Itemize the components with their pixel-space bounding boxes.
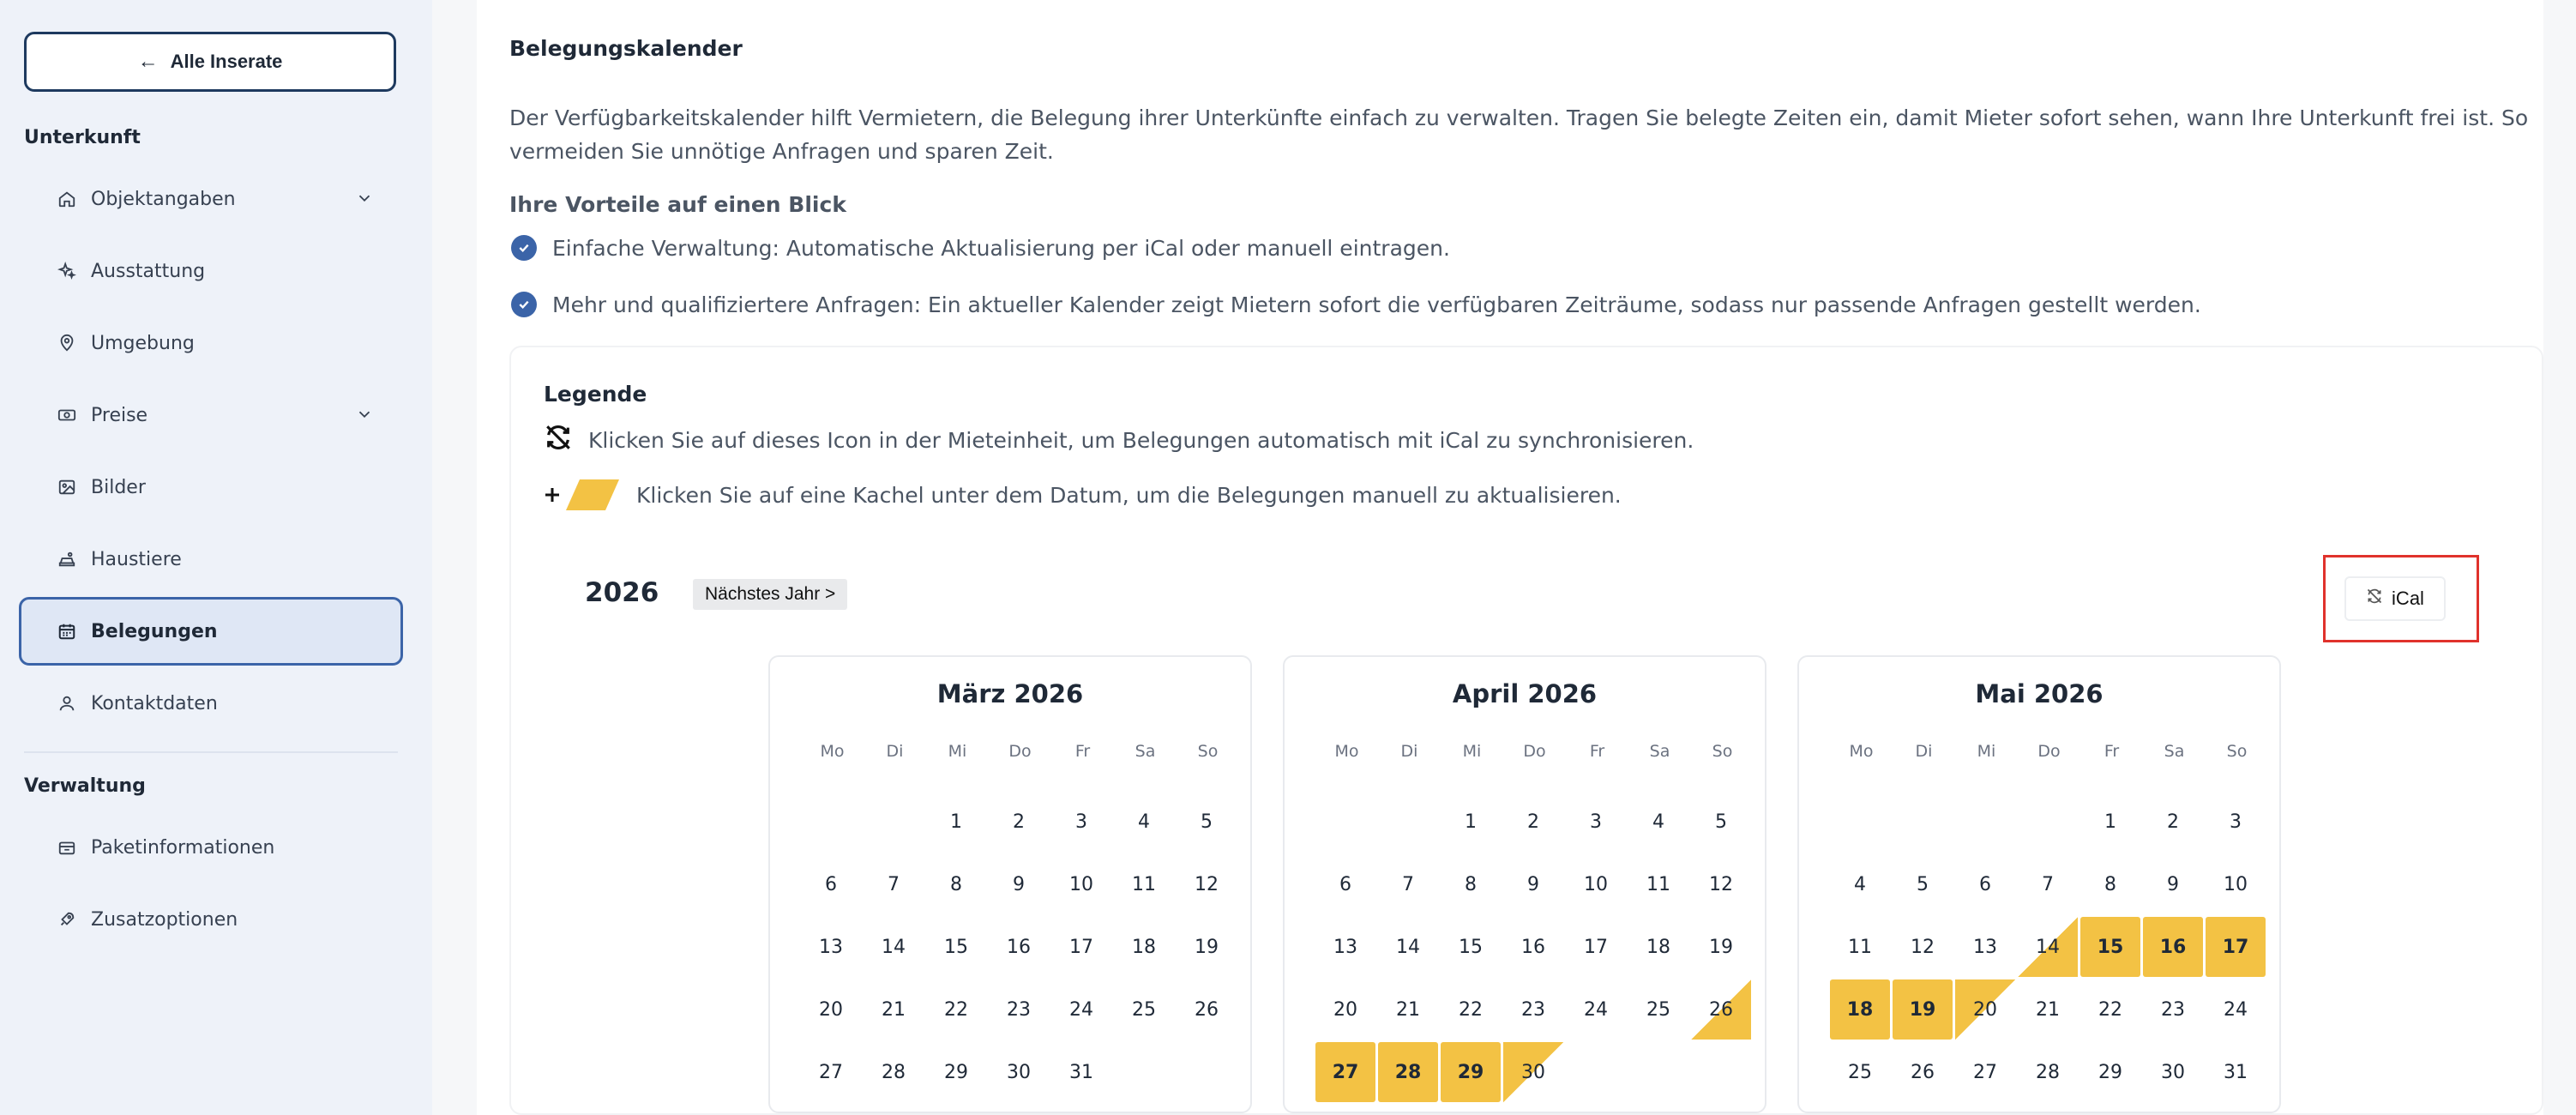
weekday-header: Fr	[1074, 742, 1091, 761]
legend-sync-row	[544, 423, 1694, 457]
legend-manual-row	[544, 478, 1622, 512]
day-cell[interactable]	[1691, 979, 1751, 1040]
day-number: 31	[2224, 1061, 2248, 1083]
sync-off-icon	[2366, 588, 2383, 610]
sparkles-icon	[57, 261, 77, 281]
empty-cell	[2018, 792, 2080, 854]
sidebar-item-bilder[interactable]	[57, 470, 374, 504]
day-cell[interactable]	[2143, 917, 2203, 977]
map-pin-icon	[57, 333, 77, 353]
day-cell[interactable]	[1691, 917, 1751, 977]
pet-icon	[57, 549, 77, 570]
package-icon	[57, 837, 77, 858]
month-grid	[1830, 729, 2268, 1105]
day-number: 5	[1917, 873, 1929, 895]
day-cell[interactable]	[864, 854, 924, 914]
sidebar-item-label: Objektangaben	[91, 188, 236, 210]
weekday-header: Di	[1400, 742, 1418, 761]
day-number: 22	[1459, 998, 1483, 1021]
day-cell[interactable]	[1691, 792, 1751, 852]
sidebar-divider	[24, 751, 398, 753]
day-number: 21	[882, 998, 906, 1021]
day-cell[interactable]	[926, 917, 986, 977]
day-number: 14	[1396, 936, 1420, 958]
rocket-icon	[57, 909, 77, 930]
day-cell[interactable]	[2206, 1042, 2266, 1102]
day-cell[interactable]	[1441, 917, 1501, 977]
day-cell[interactable]	[1177, 917, 1237, 977]
day-number: 17	[2222, 936, 2249, 958]
day-number: 20	[819, 998, 843, 1021]
legend-title: Legende	[544, 382, 647, 407]
sidebar-item-label: Umgebung	[91, 332, 195, 354]
sidebar-item-label: Belegungen	[91, 620, 218, 642]
user-icon	[57, 693, 77, 714]
day-cell[interactable]	[1051, 792, 1111, 852]
day-number: 3	[1590, 811, 1602, 833]
day-cell[interactable]	[1628, 792, 1688, 852]
day-number: 26	[1709, 998, 1733, 1021]
sidebar-item-label: Paketinformationen	[91, 836, 275, 859]
sidebar-item-umgebung[interactable]	[57, 326, 374, 360]
empty-cell	[1315, 792, 1378, 854]
day-number: 30	[1007, 1061, 1031, 1083]
day-cell[interactable]	[1177, 854, 1237, 914]
day-number: 17	[1584, 936, 1608, 958]
sidebar-item-label: Ausstattung	[91, 260, 206, 282]
day-cell[interactable]	[1830, 854, 1890, 914]
day-cell[interactable]	[1051, 1042, 1111, 1102]
day-number: 28	[1394, 1061, 1422, 1083]
day-number: 8	[2104, 873, 2116, 895]
day-cell[interactable]	[1315, 917, 1375, 977]
day-cell[interactable]	[1893, 854, 1953, 914]
day-number: 19	[1709, 936, 1733, 958]
benefit-item	[511, 235, 1450, 261]
day-number: 16	[2159, 936, 2187, 958]
day-number: 4	[1854, 873, 1866, 895]
day-number: 13	[1973, 936, 1997, 958]
day-cell[interactable]	[1441, 792, 1501, 852]
day-cell[interactable]	[1114, 854, 1174, 914]
day-cell[interactable]	[2143, 979, 2203, 1040]
day-cell[interactable]	[2143, 792, 2203, 852]
day-cell[interactable]	[1378, 979, 1438, 1040]
day-cell[interactable]	[2018, 917, 2078, 977]
day-cell[interactable]	[989, 1042, 1049, 1102]
day-number: 25	[1646, 998, 1670, 1021]
benefit-text: Mehr und qualifiziertere Anfragen: Ein aktueller Kalender zeigt Mietern sofort die verfügbaren Zeiträume, sodass nur passende Anfragen gestellt werden.	[552, 292, 2201, 317]
day-cell[interactable]	[801, 917, 861, 977]
day-cell[interactable]	[2018, 854, 2078, 914]
day-number: 6	[1979, 873, 1991, 895]
arrow-left-icon: ←	[137, 50, 159, 73]
month-calendar	[1797, 655, 2281, 1113]
weekday-header: So	[2226, 742, 2248, 761]
day-cell[interactable]	[2143, 854, 2203, 914]
day-number: 11	[1646, 873, 1670, 895]
day-number: 11	[1848, 936, 1872, 958]
day-cell[interactable]	[989, 792, 1049, 852]
day-number: 10	[2224, 873, 2248, 895]
ical-sync-button[interactable]	[2344, 576, 2446, 621]
day-number: 3	[1075, 811, 1087, 833]
day-cell[interactable]	[1830, 917, 1890, 977]
chevron-down-icon[interactable]	[355, 189, 374, 213]
weekday-header: Do	[1523, 742, 1546, 761]
weekday-header: Sa	[1649, 742, 1670, 761]
day-number: 7	[1402, 873, 1414, 895]
day-number: 29	[1457, 1061, 1484, 1083]
intro-text: Der Verfügbarkeitskalender hilft Vermietern, die Belegung ihrer Unterkünfte einfach zu verwalten. Tragen Sie belegte Zeiten ein, damit Mieter sofort sehen, wann Ihre Unterkunft frei ist. So vermeiden Sie unnötige Anfragen und sparen Zeit.	[509, 105, 2529, 164]
day-cell[interactable]	[1114, 917, 1174, 977]
day-cell[interactable]	[2206, 792, 2266, 852]
day-cell[interactable]	[1955, 917, 2015, 977]
benefits-title: Ihre Vorteile auf einen Blick	[509, 192, 846, 217]
weekday-header: Sa	[2164, 742, 2185, 761]
weekday-header: So	[1197, 742, 1219, 761]
day-cell[interactable]	[1503, 854, 1563, 914]
empty-cell	[1830, 792, 1893, 854]
day-cell[interactable]	[864, 979, 924, 1040]
day-number: 21	[2036, 998, 2060, 1021]
sidebar-item-paketinformationen[interactable]	[57, 830, 374, 865]
day-cell[interactable]	[2206, 854, 2266, 914]
day-number: 28	[2036, 1061, 2060, 1083]
day-number: 23	[1007, 998, 1031, 1021]
day-number: 10	[1069, 873, 1093, 895]
day-number: 2	[2167, 811, 2179, 833]
sidebar-item-objektangaben[interactable]	[57, 182, 374, 216]
month-grid	[1315, 729, 1754, 1105]
day-number: 27	[819, 1061, 843, 1083]
day-number: 30	[2161, 1061, 2185, 1083]
day-cell[interactable]	[1315, 854, 1375, 914]
day-number: 13	[1333, 936, 1357, 958]
day-cell[interactable]	[1830, 979, 1890, 1040]
day-number: 15	[2097, 936, 2124, 958]
day-cell[interactable]	[1114, 979, 1174, 1040]
day-cell[interactable]	[1503, 1042, 1563, 1102]
day-number: 19	[1195, 936, 1219, 958]
day-number: 15	[1459, 936, 1483, 958]
day-cell[interactable]	[1893, 1042, 1953, 1102]
sidebar-item-label: Kontaktdaten	[91, 692, 218, 714]
sidebar-item-belegungen[interactable]	[19, 597, 403, 666]
day-number: 29	[944, 1061, 968, 1083]
day-number: 25	[1132, 998, 1156, 1021]
day-cell[interactable]	[1503, 979, 1563, 1040]
day-cell[interactable]	[926, 854, 986, 914]
day-cell[interactable]	[1830, 1042, 1890, 1102]
weekday-header: Mi	[1977, 742, 1996, 761]
weekday-header: Sa	[1135, 742, 1156, 761]
page-title: Belegungskalender	[509, 36, 743, 61]
check-circle-icon	[511, 235, 537, 261]
day-number: 12	[1195, 873, 1219, 895]
day-cell[interactable]	[801, 854, 861, 914]
sidebar-item-ausstattung[interactable]	[57, 254, 374, 288]
day-number: 15	[944, 936, 968, 958]
day-cell[interactable]	[989, 979, 1049, 1040]
day-cell[interactable]	[1315, 979, 1375, 1040]
sidebar	[0, 0, 432, 1115]
day-cell[interactable]	[1177, 979, 1237, 1040]
day-cell[interactable]	[926, 979, 986, 1040]
ical-label: iCal	[2392, 588, 2424, 609]
day-number: 22	[2098, 998, 2122, 1021]
money-icon	[57, 405, 77, 425]
sidebar-item-label: Zusatzoptionen	[91, 908, 238, 931]
day-number: 11	[1132, 873, 1156, 895]
day-number: 7	[888, 873, 900, 895]
check-circle-icon	[511, 292, 537, 317]
day-cell[interactable]	[1051, 854, 1111, 914]
sidebar-item-haustiere[interactable]	[57, 542, 374, 576]
day-number: 8	[1465, 873, 1477, 895]
weekday-header: Do	[1008, 742, 1032, 761]
day-cell[interactable]	[1566, 979, 1626, 1040]
day-number: 2	[1013, 811, 1025, 833]
weekday-header: Mi	[1462, 742, 1482, 761]
day-number: 26	[1911, 1061, 1935, 1083]
day-number: 2	[1527, 811, 1539, 833]
weekday-header: Fr	[2104, 742, 2120, 761]
day-number: 9	[1527, 873, 1539, 895]
month-title: März 2026	[936, 679, 1084, 708]
day-cell[interactable]	[1441, 1042, 1501, 1102]
day-number: 14	[882, 936, 906, 958]
day-cell[interactable]	[1691, 854, 1751, 914]
month-calendar	[768, 655, 1252, 1113]
day-cell[interactable]	[1955, 1042, 2015, 1102]
empty-cell	[1955, 792, 2018, 854]
legend-manual-text: Klicken Sie auf eine Kachel unter dem Datum, um die Belegungen manuell zu aktualisieren.	[636, 482, 1622, 508]
image-icon	[57, 477, 77, 497]
day-number: 12	[1911, 936, 1935, 958]
weekday-header: Fr	[1589, 742, 1605, 761]
day-cell[interactable]	[1566, 792, 1626, 852]
day-number: 22	[944, 998, 968, 1021]
day-cell[interactable]	[1893, 917, 1953, 977]
day-number: 18	[1646, 936, 1670, 958]
day-number: 20	[1973, 998, 1997, 1021]
day-cell[interactable]	[926, 1042, 986, 1102]
day-number: 27	[1332, 1061, 1359, 1083]
day-cell[interactable]	[1378, 917, 1438, 977]
day-cell[interactable]	[1503, 917, 1563, 977]
calendar-card	[509, 346, 2543, 1115]
day-cell[interactable]	[1051, 979, 1111, 1040]
day-number: 23	[1521, 998, 1545, 1021]
day-number: 5	[1715, 811, 1727, 833]
day-cell[interactable]	[1893, 979, 1953, 1040]
day-number: 6	[825, 873, 837, 895]
main-panel	[477, 0, 2543, 1115]
day-cell[interactable]	[864, 917, 924, 977]
day-cell[interactable]	[801, 979, 861, 1040]
sidebar-item-label: Bilder	[91, 476, 146, 498]
day-number: 18	[1846, 998, 1874, 1021]
day-cell[interactable]	[864, 1042, 924, 1102]
day-cell[interactable]	[1503, 792, 1563, 852]
calendar-icon	[57, 621, 77, 642]
day-number: 13	[819, 936, 843, 958]
day-cell[interactable]	[1441, 979, 1501, 1040]
month-grid	[801, 729, 1239, 1105]
month-title: Mai 2026	[1975, 679, 2104, 708]
day-number: 4	[1652, 811, 1664, 833]
day-number: 10	[1584, 873, 1608, 895]
day-number: 14	[2036, 936, 2060, 958]
day-number: 19	[1909, 998, 1936, 1021]
empty-cell	[801, 792, 864, 854]
chevron-down-icon[interactable]	[355, 405, 374, 429]
home-icon	[57, 189, 77, 209]
day-cell[interactable]	[2080, 1042, 2140, 1102]
day-cell[interactable]	[1051, 917, 1111, 977]
empty-cell	[1893, 792, 1955, 854]
day-number: 1	[950, 811, 962, 833]
day-cell[interactable]	[2018, 979, 2078, 1040]
day-cell[interactable]	[2206, 979, 2266, 1040]
benefit-item	[511, 292, 2201, 317]
benefit-text: Einfache Verwaltung: Automatische Aktualisierung per iCal oder manuell eintragen.	[552, 235, 1450, 261]
sidebar-item-preise[interactable]	[57, 398, 374, 432]
day-cell[interactable]	[2206, 917, 2266, 977]
day-cell[interactable]	[1441, 854, 1501, 914]
back-button-label: Alle Inserate	[170, 51, 283, 72]
sidebar-item-zusatzoptionen[interactable]	[57, 902, 374, 937]
day-number: 24	[1069, 998, 1093, 1021]
day-cell[interactable]	[926, 792, 986, 852]
weekday-header: Do	[2037, 742, 2061, 761]
day-number: 1	[1465, 811, 1477, 833]
day-cell[interactable]	[2080, 792, 2140, 852]
day-cell[interactable]	[989, 854, 1049, 914]
day-number: 24	[2224, 998, 2248, 1021]
day-cell[interactable]	[1628, 979, 1688, 1040]
day-number: 7	[2042, 873, 2054, 895]
day-number: 4	[1138, 811, 1150, 833]
day-cell[interactable]	[1315, 1042, 1375, 1102]
day-cell[interactable]	[1378, 854, 1438, 914]
day-cell[interactable]	[989, 917, 1049, 977]
day-number: 5	[1201, 811, 1213, 833]
sidebar-item-label: Haustiere	[91, 548, 182, 570]
day-number: 3	[2230, 811, 2242, 833]
day-cell[interactable]	[1378, 1042, 1438, 1102]
day-number: 27	[1973, 1061, 1997, 1083]
year-label: 2026	[585, 577, 659, 608]
next-year-button[interactable]: Nächstes Jahr >	[693, 579, 847, 610]
plus-tile-icon	[544, 478, 621, 512]
day-number: 8	[950, 873, 962, 895]
day-number: 21	[1396, 998, 1420, 1021]
day-number: 18	[1132, 936, 1156, 958]
month-title: April 2026	[1452, 679, 1598, 708]
weekday-header: Mi	[948, 742, 967, 761]
day-number: 23	[2161, 998, 2185, 1021]
weekday-header: So	[1712, 742, 1733, 761]
day-cell[interactable]	[2080, 979, 2140, 1040]
day-number: 20	[1333, 998, 1357, 1021]
weekday-header: Mo	[1334, 742, 1359, 761]
day-cell[interactable]	[1628, 854, 1688, 914]
day-cell[interactable]	[1566, 854, 1626, 914]
day-number: 9	[2167, 873, 2179, 895]
legend-sync-text: Klicken Sie auf dieses Icon in der Mieteinheit, um Belegungen automatisch mit iCal zu synchronisieren.	[588, 427, 1694, 453]
section-title-admin: Verwaltung	[24, 775, 146, 797]
empty-cell	[864, 792, 926, 854]
day-number: 29	[2098, 1061, 2122, 1083]
day-cell[interactable]	[1114, 792, 1174, 852]
weekday-header: Mo	[1849, 742, 1874, 761]
sidebar-item-label: Preise	[91, 404, 148, 426]
day-number: 9	[1013, 873, 1025, 895]
day-cell[interactable]	[1566, 917, 1626, 977]
back-to-listings-button[interactable]	[24, 32, 396, 92]
day-number: 31	[1069, 1061, 1093, 1083]
day-cell[interactable]	[1955, 979, 2015, 1040]
day-cell[interactable]	[801, 1042, 861, 1102]
weekday-header: Mo	[820, 742, 845, 761]
day-number: 16	[1007, 936, 1031, 958]
sidebar-item-kontaktdaten[interactable]	[57, 686, 374, 720]
day-cell[interactable]	[2080, 854, 2140, 914]
day-number: 25	[1848, 1061, 1872, 1083]
day-number: 30	[1521, 1061, 1545, 1083]
empty-cell	[1378, 792, 1441, 854]
day-cell[interactable]	[2143, 1042, 2203, 1102]
day-number: 6	[1339, 873, 1351, 895]
day-cell[interactable]	[1628, 917, 1688, 977]
ical-highlight-frame	[2323, 555, 2479, 642]
sync-off-icon	[544, 423, 573, 457]
day-number: 28	[882, 1061, 906, 1083]
day-number: 17	[1069, 936, 1093, 958]
day-number: 1	[2104, 811, 2116, 833]
day-number: 24	[1584, 998, 1608, 1021]
day-cell[interactable]	[2018, 1042, 2078, 1102]
day-number: 12	[1709, 873, 1733, 895]
weekday-header: Di	[886, 742, 904, 761]
section-title-property: Unterkunft	[24, 127, 141, 148]
day-cell[interactable]	[1177, 792, 1237, 852]
day-cell[interactable]	[2080, 917, 2140, 977]
day-number: 16	[1521, 936, 1545, 958]
month-calendar	[1283, 655, 1766, 1113]
weekday-header: Di	[1915, 742, 1933, 761]
day-cell[interactable]	[1955, 854, 2015, 914]
day-number: 26	[1195, 998, 1219, 1021]
